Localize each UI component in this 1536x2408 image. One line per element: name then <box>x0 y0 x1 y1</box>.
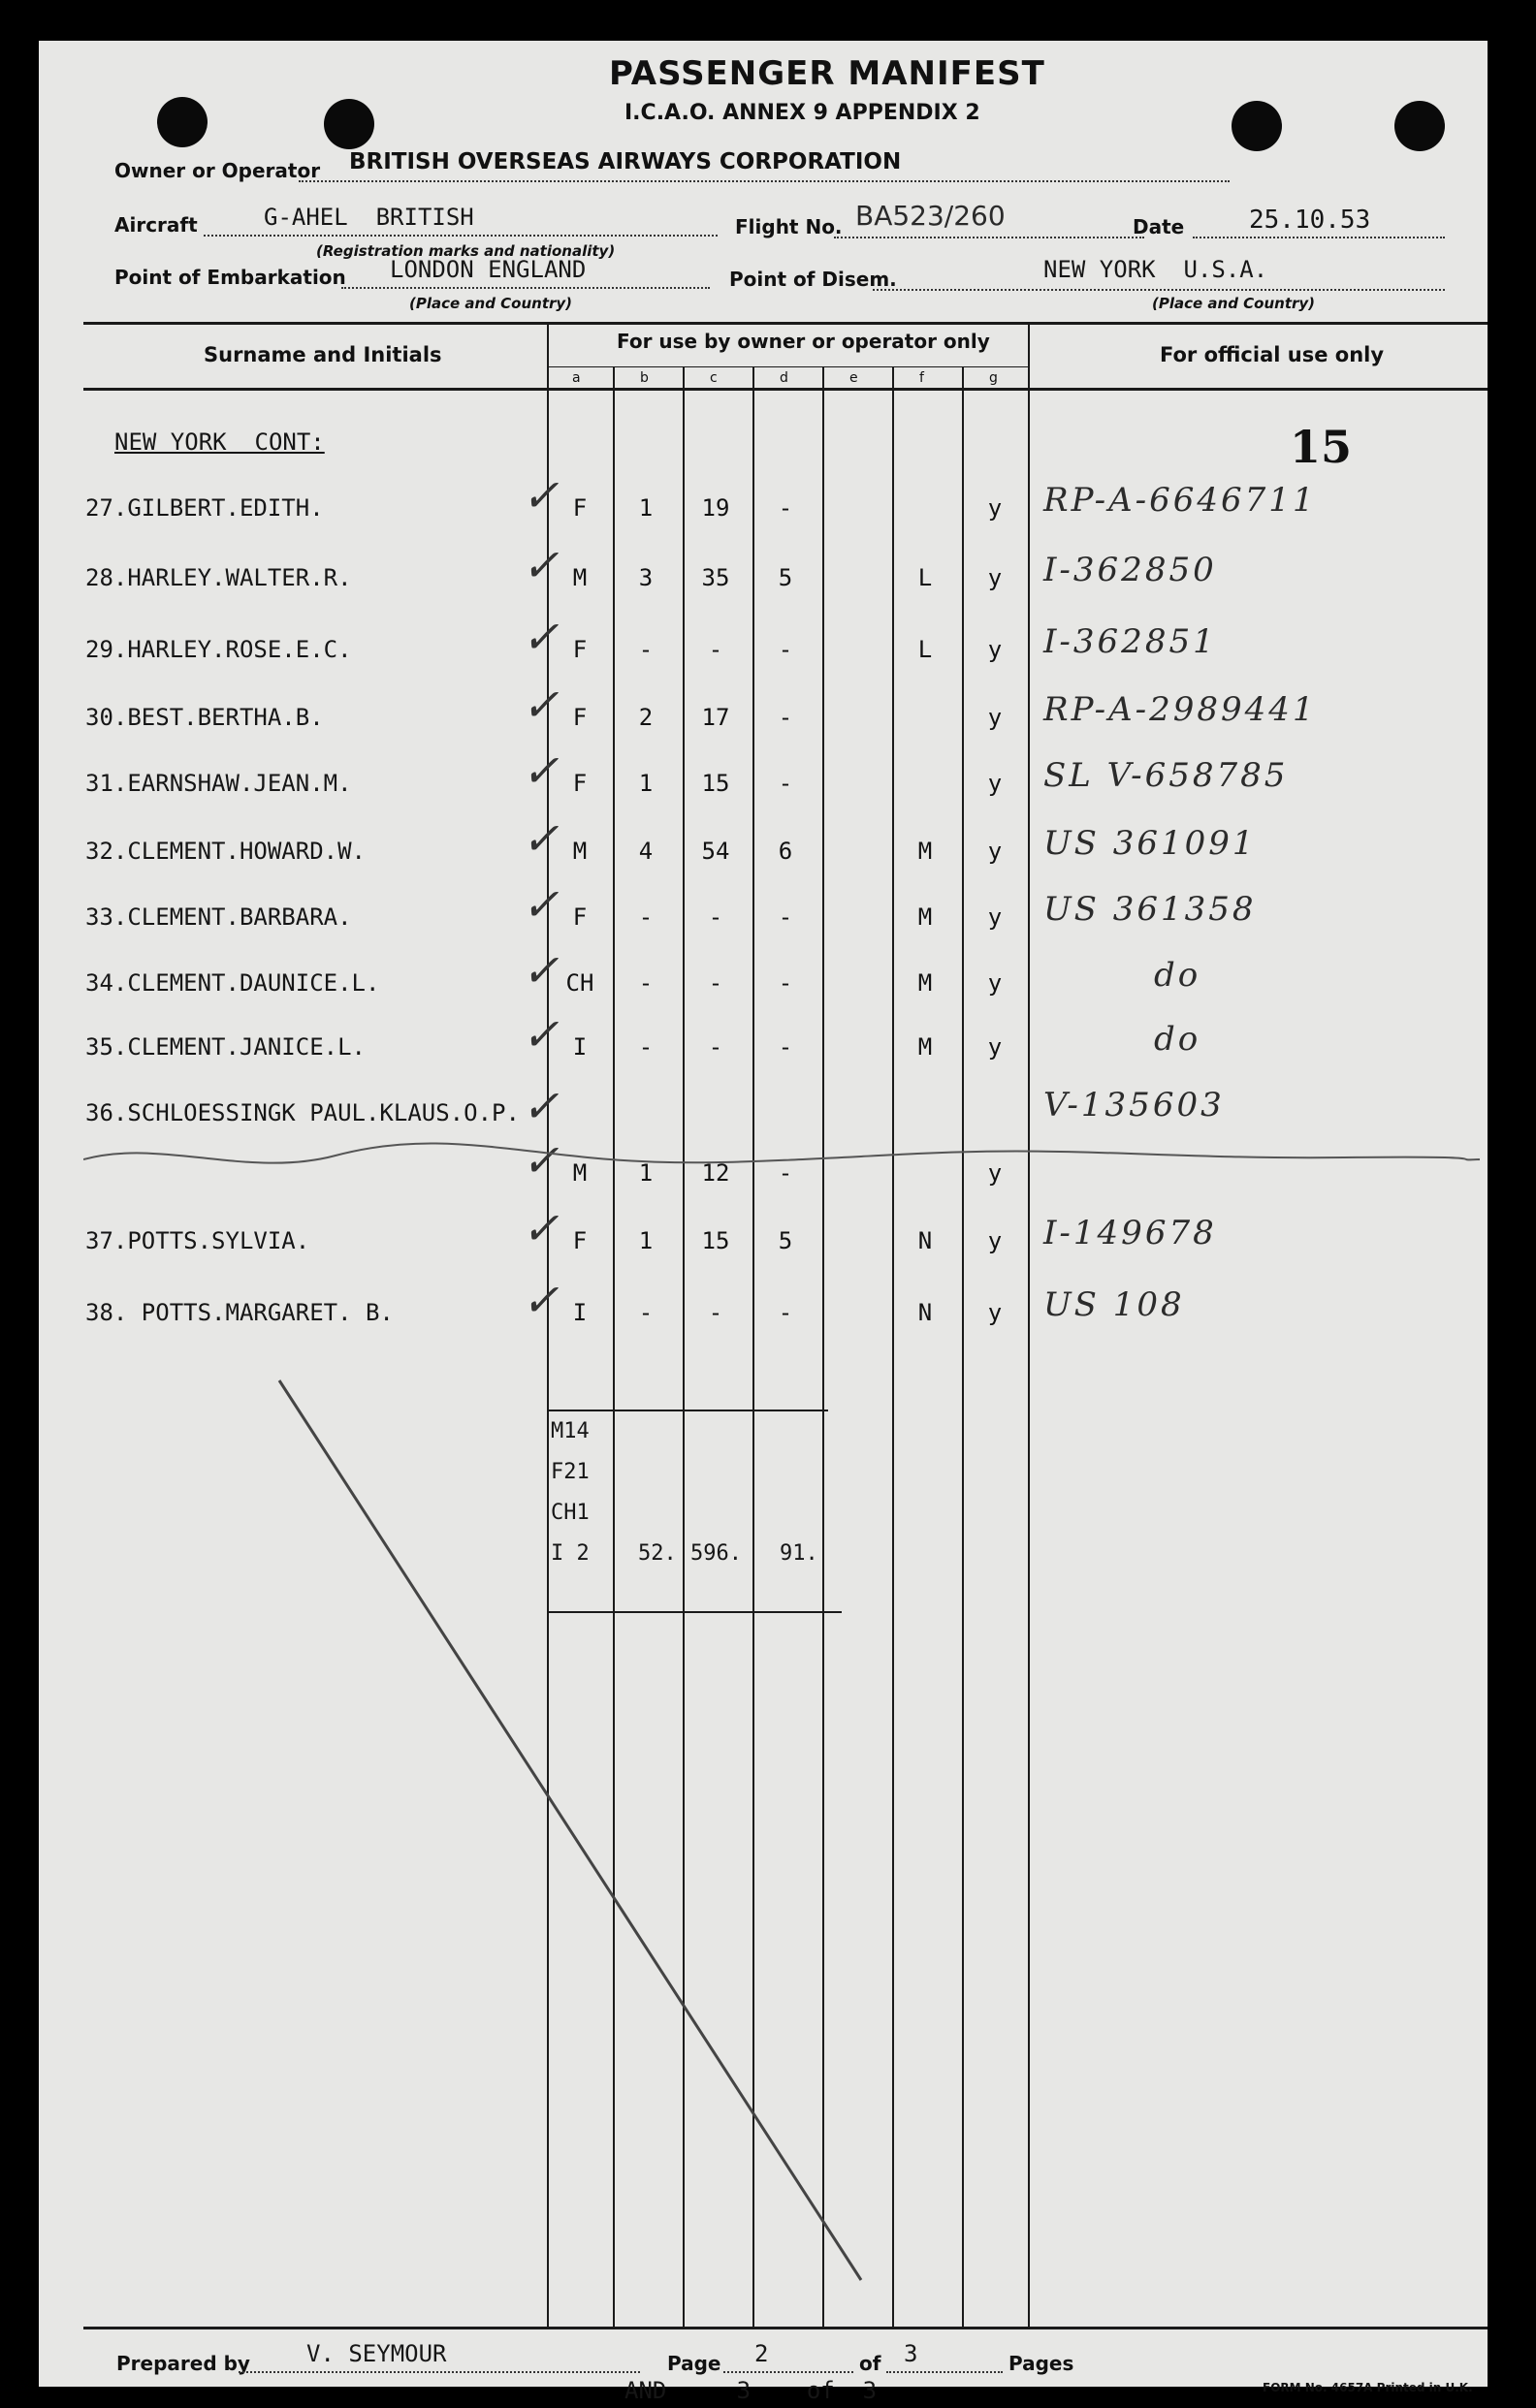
cell-a: F <box>572 494 588 522</box>
cell-d: - <box>778 1299 793 1326</box>
cell-b: - <box>638 903 654 931</box>
pages-label: Pages <box>1008 2352 1074 2375</box>
page-value: 2 <box>754 2340 769 2367</box>
cell-b: - <box>638 969 654 997</box>
passenger-name: 38. POTTS.MARGARET. B. <box>85 1299 394 1326</box>
col-header-name: Surname and Initials <box>204 343 442 366</box>
passenger-name: 28.HARLEY.WALTER.R. <box>85 564 352 591</box>
prepared-value: V. SEYMOUR <box>306 2340 447 2367</box>
check-mark: ✓ <box>522 878 560 931</box>
prepared-label: Prepared by <box>116 2352 250 2375</box>
passenger-name: 30.BEST.BERTHA.B. <box>85 704 324 731</box>
cell-a: F <box>572 1227 588 1254</box>
aircraft-label: Aircraft <box>114 213 198 237</box>
col-letter-e: e <box>849 370 858 386</box>
cell-g: y <box>987 1299 1003 1326</box>
cell-a: M <box>572 1159 588 1187</box>
cell-f: M <box>917 1033 933 1061</box>
totals-line-m: M14 <box>551 1419 590 1443</box>
disembarkation-note: (Place and Country) <box>1152 295 1316 312</box>
check-mark: ✓ <box>522 1202 560 1254</box>
col-letter-d: d <box>780 370 788 386</box>
totals-line-f: F21 <box>551 1460 590 1484</box>
aircraft-value: G-AHEL BRITISH <box>264 204 474 231</box>
page-dotline <box>723 2371 853 2373</box>
totals-line-ch: CH1 <box>551 1501 590 1525</box>
cell-d: 6 <box>778 838 793 865</box>
official-entry: do <box>1154 1020 1201 1059</box>
passenger-name: 37.POTTS.SYLVIA. <box>85 1227 310 1254</box>
cell-c: 19 <box>701 494 730 522</box>
date-label: Date <box>1133 215 1185 238</box>
passenger-name: 33.CLEMENT.BARBARA. <box>85 903 352 931</box>
cell-g: y <box>987 838 1003 865</box>
diagonal-strike-line <box>39 41 1488 2387</box>
cell-g: y <box>987 704 1003 731</box>
official-entry: RP-A-6646711 <box>1043 481 1317 520</box>
cell-f: M <box>917 903 933 931</box>
passenger-name: 29.HARLEY.ROSE.E.C. <box>85 636 352 663</box>
cell-f: M <box>917 969 933 997</box>
official-entry: do <box>1154 956 1201 995</box>
col-header-official: For official use only <box>1160 343 1385 366</box>
cell-c: - <box>708 1033 723 1061</box>
passenger-name: 34.CLEMENT.DAUNICE.L. <box>85 969 380 997</box>
cell-a: I <box>572 1299 588 1326</box>
cell-g: y <box>987 1227 1003 1254</box>
check-mark: ✓ <box>522 539 560 591</box>
official-entry: RP-A-2989441 <box>1043 690 1317 729</box>
cell-b: - <box>638 1033 654 1061</box>
totals-c: 52. <box>638 1541 677 1566</box>
cell-b: 2 <box>638 704 654 731</box>
cell-f: M <box>917 838 933 865</box>
check-mark: ✓ <box>522 679 560 731</box>
cell-c: 35 <box>701 564 730 591</box>
cell-d: 5 <box>778 1227 793 1254</box>
cell-d: - <box>778 1159 793 1187</box>
official-entry: US 361358 <box>1043 890 1257 929</box>
cell-a: F <box>572 636 588 663</box>
cell-c: - <box>708 969 723 997</box>
col-letter-g: g <box>989 370 998 386</box>
official-entry: I-362850 <box>1043 551 1217 589</box>
cell-d: - <box>778 1033 793 1061</box>
cell-g: y <box>987 564 1003 591</box>
check-mark: ✓ <box>522 1134 560 1187</box>
flight-label: Flight No. <box>735 215 843 238</box>
passenger-name: 32.CLEMENT.HOWARD.W. <box>85 838 366 865</box>
cell-f: L <box>917 636 933 663</box>
manifest-sheet <box>39 41 1488 2404</box>
footer-rule <box>83 2327 1488 2329</box>
owner-label: Owner or Operator <box>114 159 321 182</box>
official-entry: I-362851 <box>1043 622 1217 661</box>
col-header-operator: For use by owner or operator only <box>617 330 990 353</box>
cell-c: 54 <box>701 838 730 865</box>
and-line: AND 3 of 3 <box>624 2377 878 2404</box>
cell-g: y <box>987 1159 1003 1187</box>
cell-a: CH <box>565 969 594 997</box>
cell-b: - <box>638 1299 654 1326</box>
official-entry: US 361091 <box>1043 824 1257 863</box>
cell-g: y <box>987 494 1003 522</box>
cell-g: y <box>987 636 1003 663</box>
cell-f: N <box>917 1227 933 1254</box>
totals-d: 91. <box>780 1541 818 1566</box>
cell-d: - <box>778 903 793 931</box>
passenger-name: 31.EARNSHAW.JEAN.M. <box>85 770 352 797</box>
cell-c: 12 <box>701 1159 730 1187</box>
official-entry: SL V-658785 <box>1043 756 1289 795</box>
cell-d: - <box>778 969 793 997</box>
cell-c: - <box>708 1299 723 1326</box>
cell-b: - <box>638 636 654 663</box>
cell-c: 15 <box>701 1227 730 1254</box>
cell-c: 15 <box>701 770 730 797</box>
page-mark: 15 <box>1290 421 1353 473</box>
col-letter-a: a <box>572 370 581 386</box>
official-entry: US 108 <box>1043 1285 1185 1324</box>
embarkation-label: Point of Embarkation <box>114 266 346 289</box>
cell-g: y <box>987 1033 1003 1061</box>
form-number: FORM No. 4657A Printed in U.K. <box>1263 2381 1473 2394</box>
cell-c: 17 <box>701 704 730 731</box>
check-mark: ✓ <box>522 944 560 997</box>
cell-a: M <box>572 838 588 865</box>
cell-b: 4 <box>638 838 654 865</box>
cell-f: L <box>917 564 933 591</box>
check-mark: ✓ <box>522 1080 560 1132</box>
col-letter-c: c <box>710 370 718 386</box>
cell-b: 1 <box>638 494 654 522</box>
flight-value: BA523/260 <box>855 200 1006 232</box>
of-value: 3 <box>904 2340 918 2367</box>
cell-b: 1 <box>638 1227 654 1254</box>
passenger-name: 36.SCHLOESSINGK PAUL.KLAUS.O.P. <box>85 1099 520 1126</box>
totals-line-i: I 2 <box>551 1541 590 1566</box>
passenger-name: 27.GILBERT.EDITH. <box>85 494 324 522</box>
passenger-name: 35.CLEMENT.JANICE.L. <box>85 1033 366 1061</box>
totals-d-c: 596. <box>690 1541 742 1566</box>
check-mark: ✓ <box>522 611 560 663</box>
manifest-title: PASSENGER MANIFEST <box>609 54 1045 93</box>
manifest-subtitle: I.C.A.O. ANNEX 9 APPENDIX 2 <box>624 101 980 125</box>
check-mark: ✓ <box>522 1274 560 1326</box>
official-entry: I-149678 <box>1043 1214 1217 1252</box>
cell-d: - <box>778 494 793 522</box>
embarkation-note: (Place and Country) <box>409 295 573 312</box>
check-mark: ✓ <box>522 469 560 522</box>
cell-d: - <box>778 704 793 731</box>
col-letter-b: b <box>640 370 649 386</box>
cell-g: y <box>987 770 1003 797</box>
date-value: 25.10.53 <box>1249 206 1371 235</box>
embarkation-value: LONDON ENGLAND <box>390 256 587 283</box>
section-heading: NEW YORK CONT: <box>114 428 325 456</box>
cell-g: y <box>987 969 1003 997</box>
page-label: Page <box>667 2352 721 2375</box>
cell-d: - <box>778 636 793 663</box>
prepared-dotline <box>239 2371 640 2373</box>
cell-b: 3 <box>638 564 654 591</box>
cell-g: y <box>987 903 1003 931</box>
check-mark: ✓ <box>522 1008 560 1061</box>
cell-c: - <box>708 636 723 663</box>
cell-f: N <box>917 1299 933 1326</box>
cell-a: I <box>572 1033 588 1061</box>
col-letter-f: f <box>919 370 924 386</box>
cell-a: F <box>572 903 588 931</box>
of-label: of <box>859 2352 881 2375</box>
cell-d: - <box>778 770 793 797</box>
check-mark: ✓ <box>522 745 560 797</box>
owner-value: BRITISH OVERSEAS AIRWAYS CORPORATION <box>349 149 902 174</box>
disembarkation-value: NEW YORK U.S.A. <box>1043 256 1268 283</box>
cell-b: 1 <box>638 770 654 797</box>
cell-a: F <box>572 704 588 731</box>
aircraft-note: (Registration marks and nationality) <box>316 242 616 260</box>
of-dotline <box>886 2371 1003 2373</box>
check-mark: ✓ <box>522 812 560 865</box>
cell-a: F <box>572 770 588 797</box>
official-entry: V-135603 <box>1043 1086 1225 1125</box>
cell-b: 1 <box>638 1159 654 1187</box>
cell-c: - <box>708 903 723 931</box>
disembarkation-label: Point of Disem. <box>729 268 897 291</box>
cell-a: M <box>572 564 588 591</box>
cell-d: 5 <box>778 564 793 591</box>
